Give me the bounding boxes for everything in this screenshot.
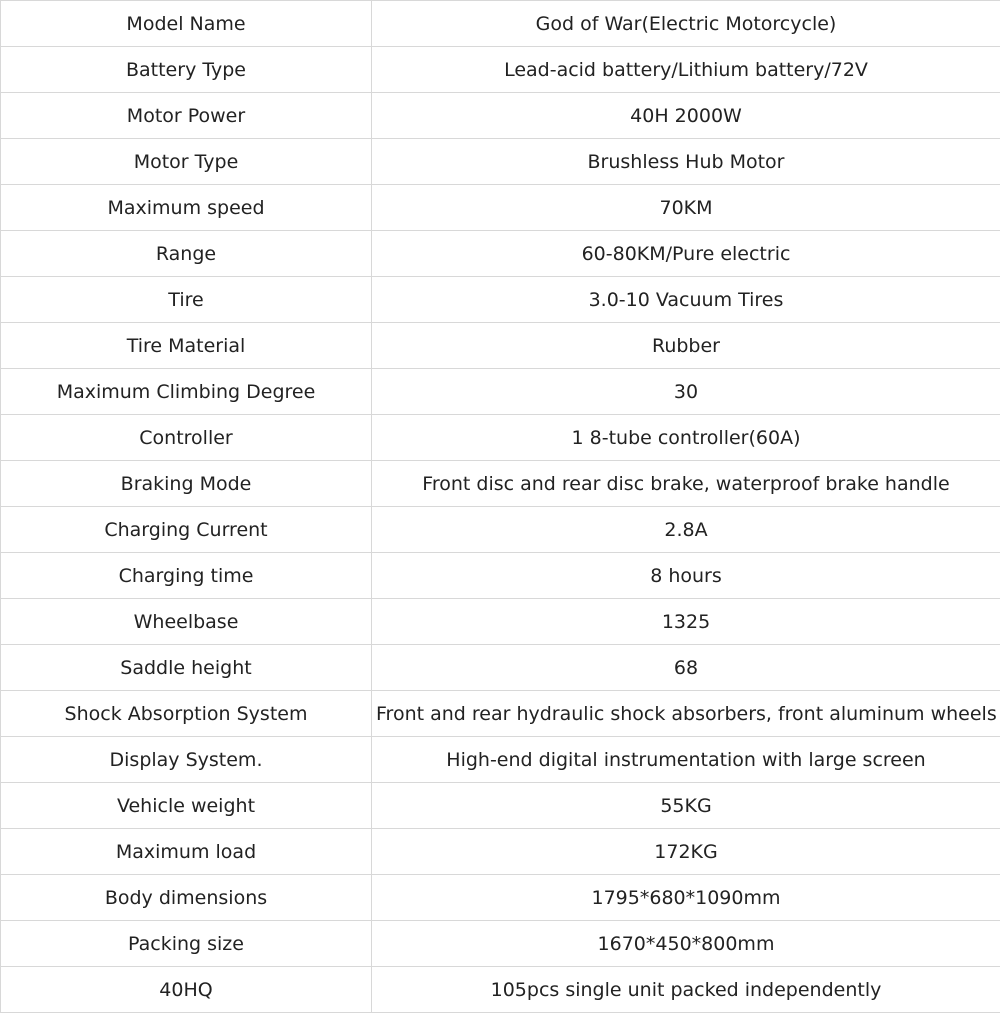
table-row [1,645,1000,691]
spec-value: Front disc and rear disc brake, waterproof brake handle [372,461,1000,507]
spec-value: 70KM [372,185,1000,231]
table-row [1,139,1000,185]
spec-label: Vehicle weight [1,783,372,829]
spec-value: Front and rear hydraulic shock absorbers, front aluminum wheels [372,691,1000,737]
table-row [1,461,1000,507]
spec-value: High-end digital instrumentation with large screen [372,737,1000,783]
spec-value: 60-80KM/Pure electric [372,231,1000,277]
spec-value: 3.0-10 Vacuum Tires [372,277,1000,323]
spec-value: God of War(Electric Motorcycle) [372,1,1000,47]
spec-label: Controller [1,415,372,461]
table-row [1,691,1000,737]
table-row [1,921,1000,967]
spec-label: 40HQ [1,967,372,1013]
spec-label: Motor Type [1,139,372,185]
spec-label: Battery Type [1,47,372,93]
spec-value: 2.8A [372,507,1000,553]
table-row [1,1,1000,47]
spec-label: Motor Power [1,93,372,139]
table-row [1,185,1000,231]
table-row [1,323,1000,369]
spec-value: 1325 [372,599,1000,645]
spec-value: 8 hours [372,553,1000,599]
spec-label: Charging Current [1,507,372,553]
spec-value: 1795*680*1090mm [372,875,1000,921]
spec-label: Braking Mode [1,461,372,507]
spec-value: 68 [372,645,1000,691]
table-row [1,783,1000,829]
table-row [1,599,1000,645]
spec-label: Model Name [1,1,372,47]
table-row [1,507,1000,553]
spec-label: Display System. [1,737,372,783]
spec-label: Charging time [1,553,372,599]
table-row [1,737,1000,783]
table-row [1,369,1000,415]
table-row [1,967,1000,1013]
table-row [1,93,1000,139]
spec-value: 1 8-tube controller(60A) [372,415,1000,461]
table-row [1,829,1000,875]
spec-value: Lead-acid battery/Lithium battery/72V [372,47,1000,93]
spec-value: 105pcs single unit packed independently [372,967,1000,1013]
table-row [1,553,1000,599]
spec-value: 172KG [372,829,1000,875]
spec-label: Wheelbase [1,599,372,645]
spec-label: Packing size [1,921,372,967]
spec-value: Brushless Hub Motor [372,139,1000,185]
table-row [1,277,1000,323]
spec-value: 40H 2000W [372,93,1000,139]
spec-table-body [1,1,1000,1013]
spec-value: 55KG [372,783,1000,829]
spec-label: Body dimensions [1,875,372,921]
spec-label: Tire [1,277,372,323]
spec-value: Rubber [372,323,1000,369]
spec-label: Range [1,231,372,277]
spec-value: 1670*450*800mm [372,921,1000,967]
spec-label: Tire Material [1,323,372,369]
spec-label: Shock Absorption System [1,691,372,737]
spec-label: Saddle height [1,645,372,691]
spec-label: Maximum load [1,829,372,875]
table-row [1,231,1000,277]
spec-value: 30 [372,369,1000,415]
spec-label: Maximum speed [1,185,372,231]
spec-label: Maximum Climbing Degree [1,369,372,415]
table-row [1,415,1000,461]
table-row [1,47,1000,93]
table-row [1,875,1000,921]
